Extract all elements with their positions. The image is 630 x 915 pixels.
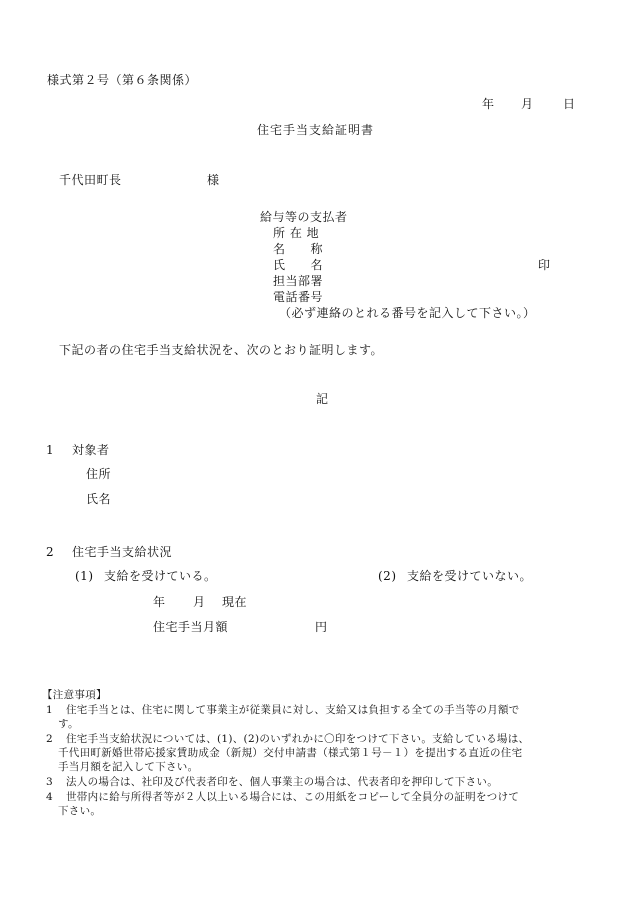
addressee-name: 千代田町長 (59, 173, 122, 187)
document-title: 住宅手当支給証明書 (257, 123, 375, 137)
option1-number: (1) (75, 569, 94, 583)
payer-department-label: 担当部署 (273, 274, 324, 288)
section1-heading: 対象者 (72, 443, 110, 457)
note-2-line-1: 住宅手当支給状況については、(1)、(2)のいずれかに〇印をつけて下さい。支給している場は、 (66, 733, 530, 745)
note-4-line-2: 下さい。 (58, 805, 102, 817)
note-1-number: 1 (46, 704, 53, 716)
intro-text: 下記の者の住宅手当支給状況を、次のとおり証明します。 (59, 343, 384, 357)
note-3-line-1: 法人の場合は、社印及び代表者印を、個人事業主の場合は、代表者印を押印して下さい。 (66, 776, 498, 788)
note-1-line-2: す。 (58, 718, 79, 730)
as-of-month-label: 月 (193, 595, 206, 609)
form-number: 様式第２号（第６条関係） (47, 73, 198, 87)
target-address-label: 住所 (86, 467, 112, 481)
section1-number: 1 (46, 443, 55, 457)
note-2-line-3: 手当月額を記入して下さい。 (58, 761, 199, 773)
note-2-number: 2 (46, 733, 53, 745)
option2-number: (2) (378, 569, 397, 583)
note-2-line-2: 千代田町新婚世帯応援家賃助成金（新規）交付申請書（様式第１号－１）を提出する直近の住宅 (58, 747, 523, 759)
note-4-number: 4 (46, 791, 53, 803)
yen-unit: 円 (315, 620, 328, 634)
note-3-number: 3 (46, 776, 53, 788)
payer-phone-note: （必ず連絡のとれる番号を記入して下さい。） (279, 306, 536, 320)
note-1-line-1: 住宅手当とは、住宅に関して事業主が従業員に対し、支給又は負担する全ての手当等の月額で (66, 704, 520, 716)
monthly-allowance-label: 住宅手当月額 (153, 620, 229, 634)
payer-phone-label: 電話番号 (273, 290, 324, 304)
date-day-label: 日 (563, 97, 576, 111)
date-month-label: 月 (521, 97, 534, 111)
notes-heading: 【注意事項】 (42, 689, 107, 701)
seal-mark: 印 (538, 258, 551, 272)
as-of-label: 現在 (222, 595, 248, 609)
option2-label: 支給を受けていない。 (407, 569, 533, 583)
option1-label: 支給を受けている。 (104, 569, 217, 583)
date-year-label: 年 (482, 97, 495, 111)
note-4-line-1: 世帯内に給与所得者等が２人以上いる場合には、この用紙をコピーして全員分の証明をつけて (66, 791, 520, 803)
payer-heading: 給与等の支払者 (260, 210, 348, 224)
ki-marker: 記 (316, 392, 329, 406)
section2-heading: 住宅手当支給状況 (72, 545, 173, 559)
section2-number: 2 (46, 545, 55, 559)
payer-name-label: 名 称 (273, 242, 324, 256)
payer-address-label: 所 在 地 (273, 226, 320, 240)
target-name-label: 氏名 (86, 492, 112, 506)
as-of-year-label: 年 (153, 595, 166, 609)
payer-person-label: 氏 名 (273, 258, 324, 272)
addressee-honorific: 様 (207, 173, 220, 187)
